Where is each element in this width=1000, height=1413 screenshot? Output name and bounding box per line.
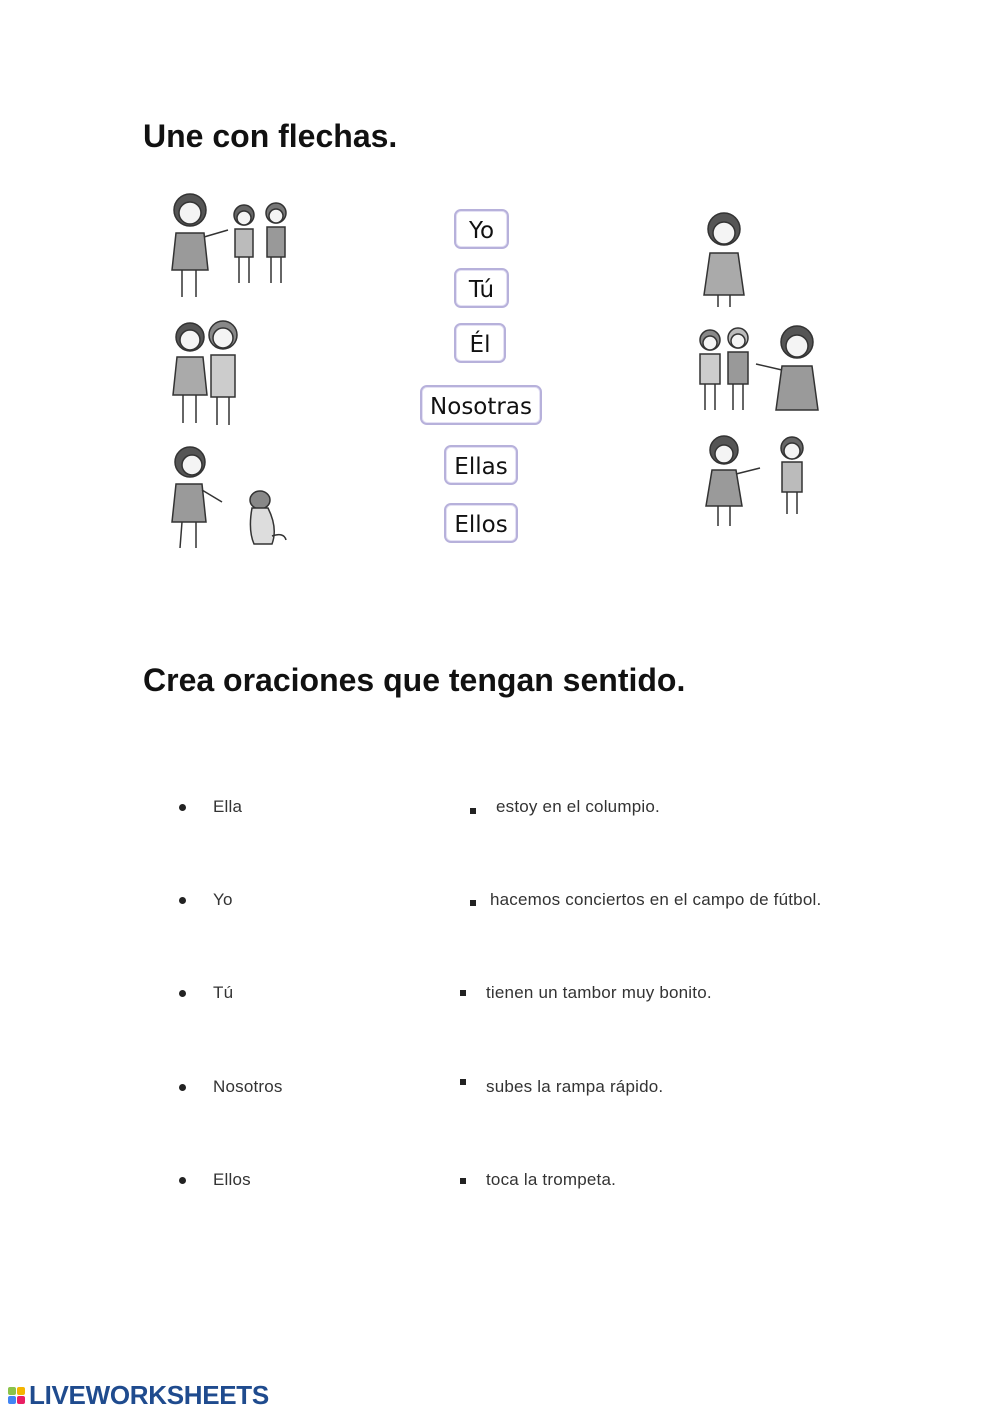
pronoun-box-yo[interactable]: Yo [454,209,509,249]
pronoun-box-tu[interactable]: Tú [454,268,509,308]
bullet [179,1177,186,1184]
girl-pointing-at-dog-illustration [160,440,295,555]
predicate-text: estoy en el columpio. [496,797,660,816]
bullet [179,804,186,811]
bullet [460,990,466,996]
section-title-match: Une con flechas. [143,118,398,154]
subject-text: Tú [213,983,234,1002]
logo-tile [17,1387,25,1395]
bullet [460,1079,466,1085]
predicate-text: hacemos conciertos en el campo de fútbol. [490,890,822,909]
pronoun-box-ellos[interactable]: Ellos [444,503,518,543]
subject-text: Ella [213,797,243,816]
logo-tile [17,1396,25,1404]
pronoun-box-el[interactable]: Él [454,323,506,363]
girl-pointing-at-boy-illustration [700,430,820,530]
bullet [179,990,186,997]
bullet [470,808,476,814]
pronoun-box-nosotras[interactable]: Nosotras [420,385,542,425]
logo-text: LIVEWORKSHEETS [29,1379,269,1410]
bullet [179,897,186,904]
girl-pointing-at-two-kids-illustration [160,185,305,303]
predicate-text: toca la trompeta. [486,1170,617,1189]
bullet [470,900,476,906]
predicate-text: tienen un tambor muy bonito. [486,983,712,1002]
liveworksheets-logo[interactable] [8,1380,269,1410]
logo-tile [8,1387,16,1395]
single-girl-illustration [690,205,760,310]
subject-text: Nosotros [213,1077,283,1096]
subject-text: Ellos [213,1170,251,1189]
bullet [179,1084,186,1091]
logo-tiles-icon [8,1387,25,1404]
bullet [460,1178,466,1184]
section-title-sentences: Crea oraciones que tengan sentido. [143,662,686,698]
boys-and-girl-pointing-illustration [692,318,832,423]
predicate-text: subes la rampa rápido. [486,1077,664,1096]
pronoun-box-ellas[interactable]: Ellas [444,445,518,485]
two-girls-illustration [165,315,255,433]
logo-tile [8,1396,16,1404]
subject-text: Yo [213,890,233,909]
